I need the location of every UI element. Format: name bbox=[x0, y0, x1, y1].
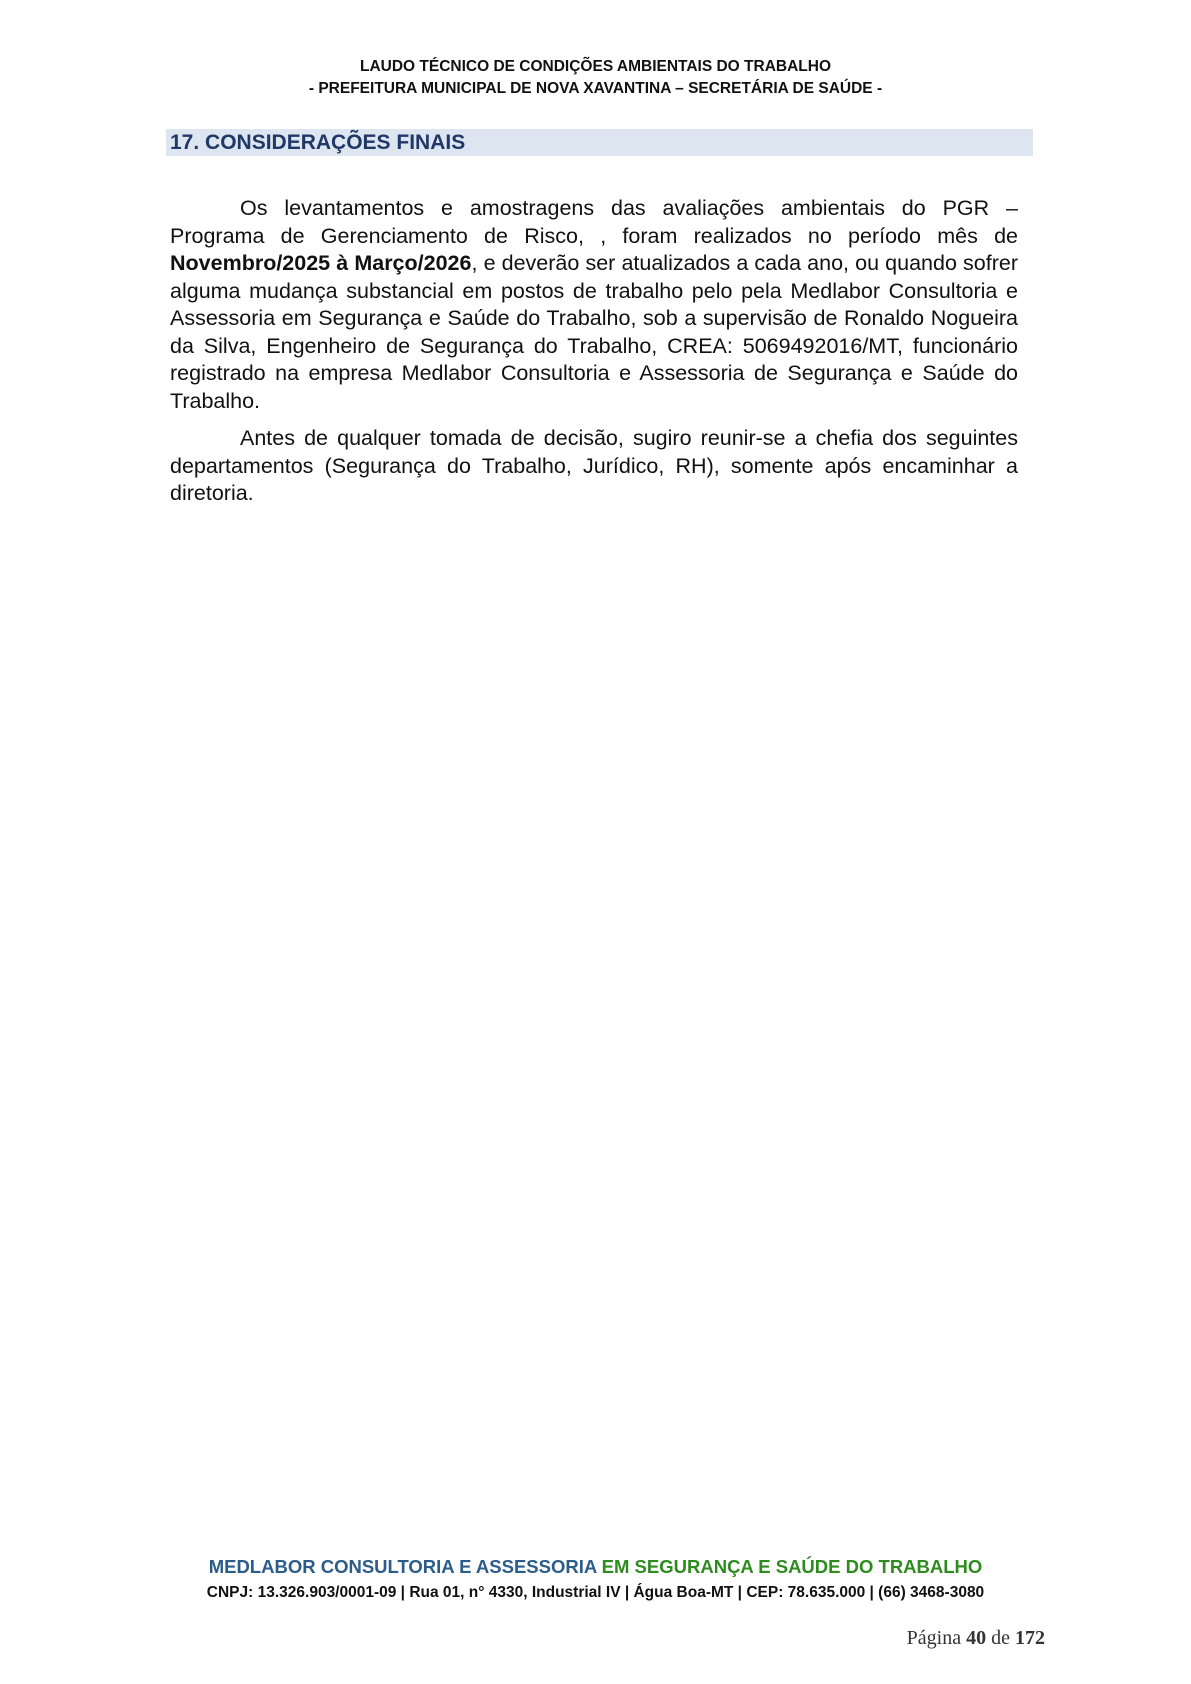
document-header bbox=[0, 56, 1191, 100]
footer-company-name-blue: MEDLABOR CONSULTORIA E ASSESSORIA bbox=[208, 1556, 602, 1577]
page-number-separator: de bbox=[986, 1627, 1015, 1649]
footer-address: CNPJ: 13.326.903/0001-09 | Rua 01, n° 4330, Industrial IV | Água Boa-MT | CEP: 78.635.000 | (66) 3468-3080 bbox=[206, 1584, 985, 1601]
paragraph1-text-end: , e deverão ser atualizados a cada ano, ou quando sofrer alguma mudança substancial em postos de trabalho pelo pela Medlabor Consultoria e Assessoria em Segurança e Saúde do Trabalho, sob a supervisão de Ronaldo Nogueira da Silva, Engenheiro de Segurança do Trabalho, CREA: 5069492016/MT, funcionário registrado na empresa Medlabor Consultoria e Assessoria de Segurança e Saúde do Trabalho. bbox=[170, 251, 1018, 413]
section-heading-bar bbox=[166, 129, 1033, 156]
paragraph1-period-bold: Novembro/2025 à Março/2026 bbox=[170, 251, 472, 275]
page-number-prefix: Página bbox=[906, 1627, 967, 1649]
header-subtitle: - PREFEITURA MUNICIPAL DE NOVA XAVANTINA – SECRETÁRIA DE SAÚDE - bbox=[308, 80, 883, 97]
page-number-current: 40 bbox=[966, 1627, 987, 1649]
footer-company-name-green: EM SEGURANÇA E SAÚDE DO TRABALHO bbox=[601, 1556, 983, 1577]
paragraph-recommendation: Antes de qualquer tomada de decisão, sugiro reunir-se a chefia dos seguintes departamentos (Segurança do Trabalho, Jurídico, RH), somente após encaminhar a diretoria. bbox=[170, 426, 1018, 505]
section-heading: 17. CONSIDERAÇÕES FINAIS bbox=[170, 131, 466, 154]
page-number-total: 172 bbox=[1015, 1627, 1045, 1649]
paragraph1-text-start: Os levantamentos e amostragens das avaliações ambientais do PGR – Programa de Gerenciamento de Risco, , foram realizados no período mês de bbox=[170, 196, 1018, 248]
page-number bbox=[907, 1627, 1045, 1650]
footer-company-name bbox=[0, 1556, 1191, 1578]
document-body bbox=[170, 195, 1018, 518]
paragraph-survey-period bbox=[170, 195, 1018, 415]
header-title: LAUDO TÉCNICO DE CONDIÇÕES AMBIENTAIS DO TRABALHO bbox=[359, 58, 832, 75]
